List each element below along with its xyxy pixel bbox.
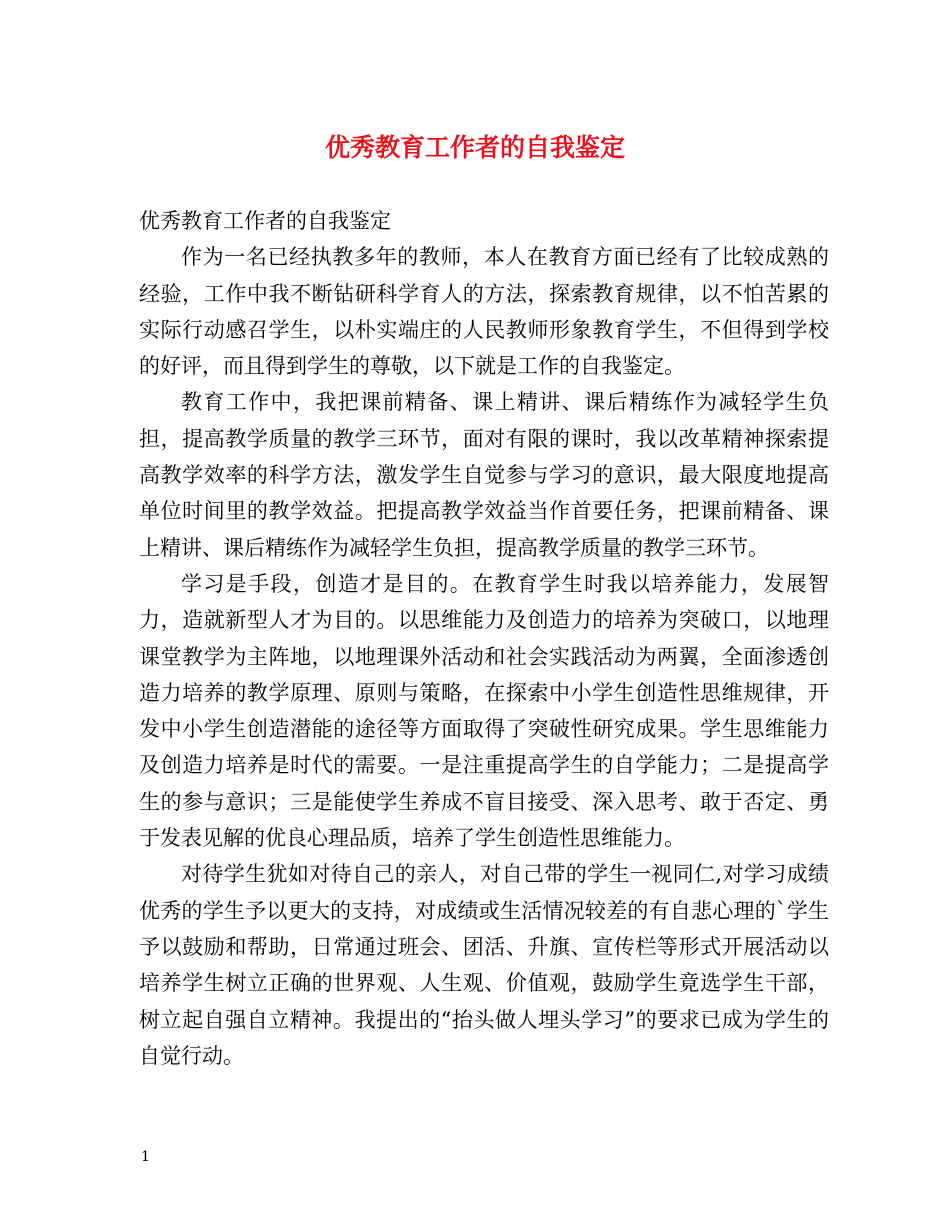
paragraph-2: 教育工作中，我把课前精备、课上精讲、课后精练作为减轻学生负担，提高教学质量的教学三环节，面对有限的课时，我以改革精神探索提高教学效率的科学方法，激发学生自觉参与学习的意识，最大限度地提高单位时间里的教学效益。把提高教学效益当作首要任务，把课前精备、课上精讲、课后精练作为减轻学生负担，提高教学质量的教学三环节。 <box>139 390 829 560</box>
document-body <box>139 203 829 1074</box>
document-subtitle: 优秀教育工作者的自我鉴定 <box>139 209 391 233</box>
page-number: 1 <box>141 1149 150 1165</box>
document-title: 优秀教育工作者的自我鉴定 <box>324 133 625 162</box>
paragraph-4: 对待学生犹如对待自己的亲人，对自己带的学生一视同仁,对学习成绩优秀的学生予以更大的支持，对成绩或生活情况较差的有自悲心理的`学生予以鼓励和帮助，日常通过班会、团活、升旗、宣传栏等形式开展活动以培养学生树立正确的世界观、人生观、价值观，鼓励学生竟选学生干部，树立起自强自立精神。我提出的“抬头做人埋头学习”的要求已成为学生的自觉行动。 <box>139 862 829 1068</box>
paragraph-3: 学习是手段，创造才是目的。在教育学生时我以培养能力，发展智力，造就新型人才为目的。以思维能力及创造力的培养为突破口，以地理课堂教学为主阵地，以地理课外活动和社会实践活动为两翼，全面渗透创造力培养的教学原理、原则与策略，在探索中小学生创造性思维规律，开发中小学生创造潜能的途径等方面取得了突破性研究成果。学生思维能力及创造力培养是时代的需要。一是注重提高学生的自学能力；二是提高学生的参与意识；三是能使学生养成不盲目接受、深入思考、敢于否定、勇于发表见解的优良心理品质，培养了学生创造性思维能力。 <box>139 571 829 851</box>
paragraph-1: 作为一名已经执教多年的教师，本人在教育方面已经有了比较成熟的经验，工作中我不断钻研科学育人的方法，探索教育规律，以不怕苦累的实际行动感召学生，以朴实端庄的人民教师形象教育学生，不但得到学校的好评，而且得到学生的尊敬，以下就是工作的自我鉴定。 <box>139 245 829 379</box>
